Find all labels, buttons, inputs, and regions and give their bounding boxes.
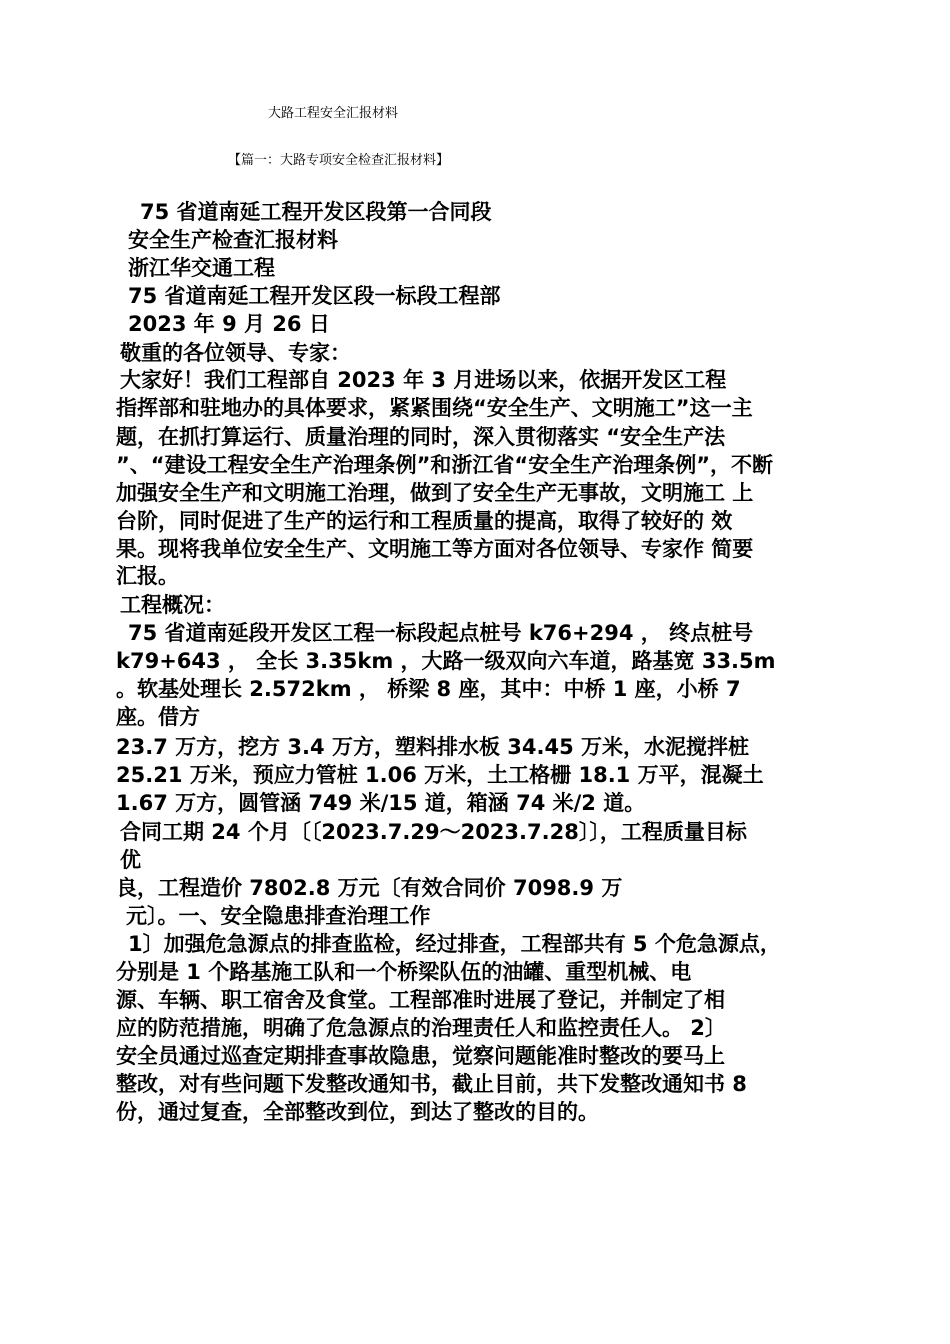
body-line: 合同工期 24 个月〔〔2023.7.29～2023.7.28〕〕，工程质量目标 bbox=[120, 820, 747, 844]
body-line: 大家好！我们工程部自 2023 年 3 月进场以来，依据开发区工程 bbox=[120, 368, 727, 392]
department-line: 75 省道南延工程开发区段一标段工程部 bbox=[128, 284, 501, 308]
body-line: 1〕加强危急源点的排查监检，经过排查，工程部共有 5 个危急源点， bbox=[128, 932, 781, 956]
section-heading-safety: 元〕。一、安全隐患排查治理工作 bbox=[126, 904, 431, 928]
section-heading-overview: 工程概况： bbox=[120, 593, 225, 617]
body-line: 指挥部和驻地办的具体要求，紧紧围绕“安全生产、文明施工”这一主 bbox=[116, 396, 753, 420]
body-line: 源、车辆、职工宿舍及食堂。工程部准时进展了登记，并制定了相 bbox=[116, 988, 725, 1012]
body-line: 安全员通过巡查定期排查事故隐患，觉察问题能准时整改的要马上 bbox=[116, 1044, 725, 1068]
body-line: 1.67 万方，圆管涵 749 米/15 道，箱涵 74 米/2 道。 bbox=[116, 791, 646, 815]
project-name-line: 75 省道南延工程开发区段第一合同段 bbox=[140, 200, 492, 224]
body-line: ”、“建设工程安全生产治理条例”和浙江省“安全生产治理条例”，不断 bbox=[116, 453, 774, 477]
body-line: 良，工程造价 7802.8 万元〔有效合同价 7098.9 万 bbox=[116, 876, 623, 900]
document-subtitle: 【篇一：大路专项安全检查汇报材料】 bbox=[228, 153, 450, 168]
body-line: 整改，对有些问题下发整改通知书，截止目前，共下发整改通知书 8 bbox=[116, 1072, 747, 1096]
date-line: 2023 年 9 月 26 日 bbox=[128, 312, 330, 336]
body-line: 汇报。 bbox=[116, 564, 179, 588]
body-line: 23.7 万方，挖方 3.4 万方，塑料排水板 34.45 万米，水泥搅拌桩 bbox=[116, 735, 749, 759]
body-line: 加强安全生产和文明施工治理，做到了安全生产无事故，文明施工 上 bbox=[116, 481, 754, 505]
company-line: 浙江华交通工程 bbox=[128, 256, 275, 280]
body-line: 。软基处理长 2.572km ， 桥梁 8 座，其中：中桥 1 座，小桥 7 bbox=[116, 677, 741, 701]
body-line: 题，在抓打算运行、质量治理的同时，深入贯彻落实 “安全生产法 bbox=[116, 425, 726, 449]
body-line: 份，通过复查，全部整改到位，到达了整改的目的。 bbox=[116, 1100, 599, 1124]
body-line: k79+643 ， 全长 3.35km ，大路一级双向六车道，路基宽 33.5m bbox=[116, 649, 776, 673]
body-line: 座。借方 bbox=[116, 705, 200, 729]
body-line: 优 bbox=[120, 848, 141, 872]
report-title-line: 安全生产检查汇报材料 bbox=[128, 228, 338, 252]
salutation-line: 敬重的各位领导、专家： bbox=[120, 341, 351, 365]
document-title: 大路工程安全汇报材料 bbox=[268, 106, 399, 121]
body-line: 25.21 万米，预应力管桩 1.06 万米，土工格栅 18.1 万平，混凝土 bbox=[116, 763, 764, 787]
body-line: 75 省道南延段开发区工程一标段起点桩号 k76+294 ， 终点桩号 bbox=[128, 621, 754, 645]
body-line: 应的防范措施，明确了危急源点的治理责任人和监控责任人。 2〕 bbox=[116, 1016, 726, 1040]
body-line: 分别是 1 个路基施工队和一个桥梁队伍的油罐、重型机械、电 bbox=[116, 960, 692, 984]
body-line: 果。现将我单位安全生产、文明施工等方面对各位领导、专家作 简要 bbox=[116, 537, 754, 561]
body-line: 台阶，同时促进了生产的运行和工程质量的提高，取得了较好的 效 bbox=[116, 509, 733, 533]
